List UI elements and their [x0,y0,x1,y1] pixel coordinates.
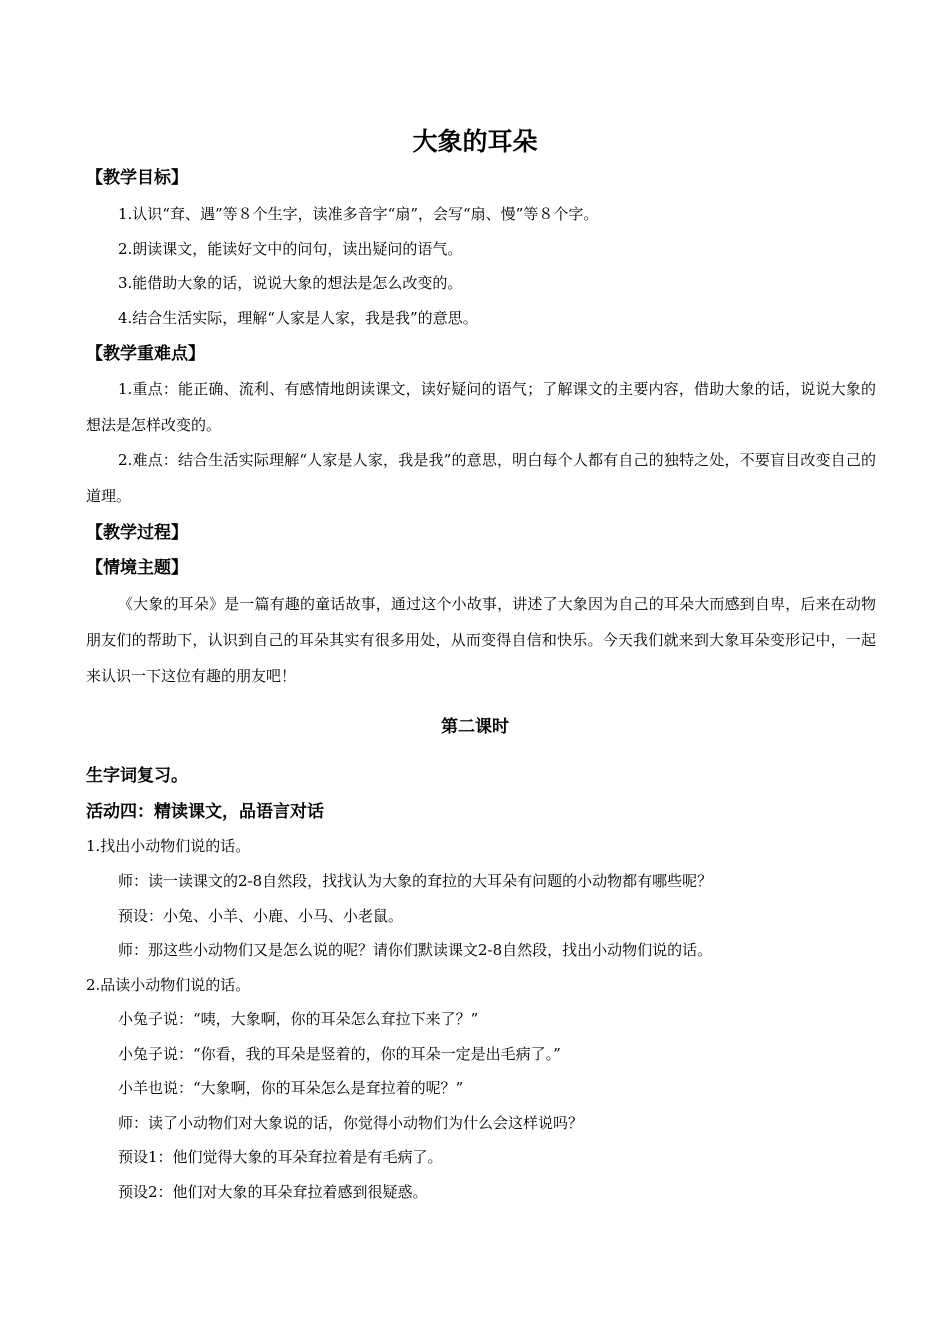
keypoints-heading: 【教学重难点】 [86,344,205,364]
document-title: 大象的耳朵 [412,127,538,156]
step-2-line-3: 小羊也说：“大象啊，你的耳朵怎么是耷拉着的呢？” [118,1079,464,1097]
goals-heading: 【教学目标】 [86,168,188,188]
review-heading: 生字词复习。 [86,766,188,786]
scene-paragraph: 《大象的耳朵》是一篇有趣的童话故事，通过这个小故事，讲述了大象因为自己的耳朵大而感到自卑，后来在动物朋友们的帮助下，认识到自己的耳朵其实有很多用处，从而变得自信和快乐。今天我们就来到大象耳朵变形记中，一起来认识一下这位有趣的朋友吧！ [86,595,876,685]
step-1-line-1: 师：读一读课文的2-8自然段，找找认为大象的耷拉的大耳朵有问题的小动物都有哪些呢？ [118,872,713,890]
keypoint-important: 1.重点：能正确、流利、有感情地朗读课文，读好疑问的语气；了解课文的主要内容，借助大象的话，说说大象的想法是怎样改变的。 [86,380,876,434]
goal-item-3: 3.能借助大象的话，说说大象的想法是怎么改变的。 [118,274,463,292]
step-1: 1.找出小动物们说的话。 [86,837,251,855]
scene-heading: 【情境主题】 [86,558,188,578]
lesson-heading: 第二课时 [441,717,509,737]
step-2: 2.品读小动物们说的话。 [86,976,251,994]
keypoint-difficult: 2.难点：结合生活实际理解“人家是人家，我是我”的意思，明白每个人都有自己的独特之处，不要盲目改变自己的道理。 [86,451,876,505]
process-heading: 【教学过程】 [86,523,188,543]
activity-heading: 活动四：精读课文，品语言对话 [86,802,324,822]
step-2-line-4: 师：读了小动物们对大象说的话，你觉得小动物们为什么会这样说吗？ [118,1114,584,1132]
goal-item-4: 4.结合生活实际，理解“人家是人家，我是我”的意思。 [118,309,478,327]
step-2-line-2: 小兔子说：“你看，我的耳朵是竖着的，你的耳朵一定是出毛病了。” [118,1045,561,1063]
step-1-line-3: 师：那这些小动物们又是怎么说的呢？请你们默读课文2-8自然段，找出小动物们说的话。 [118,941,713,959]
step-1-line-2: 预设：小兔、小羊、小鹿、小马、小老鼠。 [118,907,404,925]
goal-item-2: 2.朗读课文，能读好文中的问句，读出疑问的语气。 [118,240,463,258]
step-2-line-5: 预设1：他们觉得大象的耳朵耷拉着是有毛病了。 [118,1148,443,1166]
step-2-line-1: 小兔子说：“咦，大象啊，你的耳朵怎么耷拉下来了？” [118,1010,479,1028]
step-2-line-6: 预设2：他们对大象的耳朵耷拉着感到很疑惑。 [118,1183,428,1201]
goal-item-1: 1.认识“耷、遇”等８个生字，读准多音字“扇”，会写“扇、慢”等８个字。 [118,205,599,223]
